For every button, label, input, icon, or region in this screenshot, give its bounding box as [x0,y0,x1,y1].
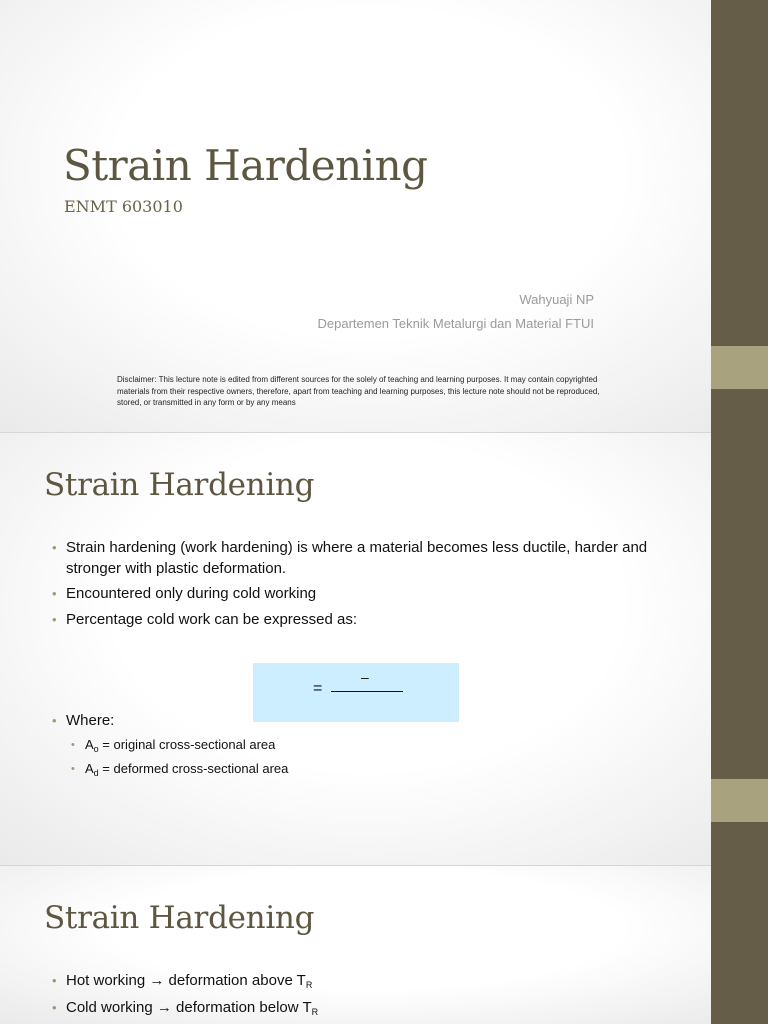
where-list [52,710,672,731]
disclaimer-text: Disclaimer: This lecture note is edited from different sources for the solely of teaching and learning purposes. It may contain copyrighted materials from their respective owners, therefore, apart from teaching and learning purposes, this lecture note should not be reproduced, stored, or transmitted in any form or by any means [117,375,600,407]
department-name: Departemen Teknik Metalurgi dan Material FTUI [317,316,594,331]
list-item: • $A_d$ = deformed cross-sectional area [71,757,288,781]
bullet-dot-icon: • [52,713,57,728]
presentation-title: Strain Hardening [63,141,428,190]
formula-equals: = [313,680,323,697]
slide-title: Strain Hardening [44,900,315,936]
fraction-bar [331,691,403,692]
bullet-dot-icon: • [52,612,57,627]
list-item: • Cold working → deformation below $T_R$ [52,999,319,1017]
bullet-dot-icon: • [52,973,57,988]
sidebar-bar [711,0,768,1024]
author-name: Wahyuaji NP [519,292,594,307]
bullet-list [52,970,672,1018]
bullet-dot-icon: • [52,1000,57,1015]
bullet-dot-icon: • [52,540,57,555]
content-slide-2 [0,866,768,1024]
list-item: • Where: [52,712,115,729]
bullet-list [52,537,672,630]
bullet-dot-icon: • [52,586,57,601]
formula-minus: – [361,669,369,685]
sidebar-accent [711,779,768,822]
slide-title: Strain Hardening [44,467,315,503]
list-item: • Encountered only during cold working [52,585,317,602]
title-slide [0,0,768,432]
content-slide-1 [0,433,768,865]
list-item: • Strain hardening (work hardening) is where a material becomes less ductile, harder and stronger with plastic deformation. [52,539,648,577]
sidebar-accent [711,346,768,389]
course-code: ENMT 603010 [64,197,183,216]
list-item: • $A_o$ = original cross-sectional area [71,733,288,757]
definition-list [71,733,288,781]
list-item: • Percentage cold work can be expressed as: [52,611,357,628]
bullet-dot-icon: • [71,763,75,775]
list-item: • Hot working → deformation above $T_R$ [52,972,313,990]
bullet-dot-icon: • [71,739,75,751]
